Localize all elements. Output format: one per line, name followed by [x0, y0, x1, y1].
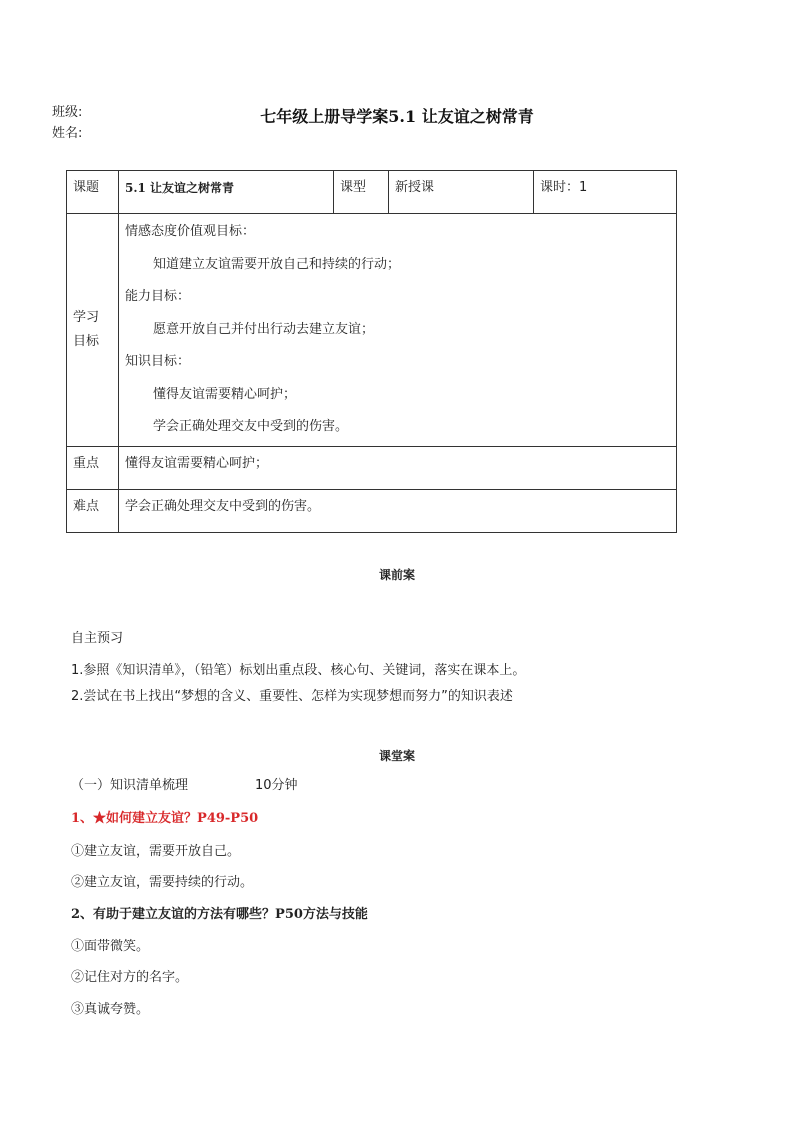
preview-heading: 课前案: [378, 568, 415, 582]
page-title: 七年级上册导学案5.1 让友谊之树常青: [260, 107, 534, 126]
answer-item: ③真诚夸赞。: [71, 1002, 150, 1017]
difficulty-value: 学会正确处理交友中受到的伤害。: [119, 489, 677, 532]
preview-item: 2.尝试在书上找出“梦想的含义、重要性、怎样为实现梦想而努力”的知识表述: [71, 689, 513, 704]
objectives-label-line: 学习: [73, 309, 100, 325]
question-2: 2、有助于建立友谊的方法有哪些？P50方法与技能: [71, 907, 368, 922]
objectives-cell: [119, 214, 677, 447]
objective-item: 懂得友谊需要精心呵护；: [153, 386, 297, 402]
answer-item: ②建立友谊，需要持续的行动。: [71, 875, 254, 890]
preview-subheading: 自主预习: [71, 631, 124, 646]
table-row: [67, 446, 677, 489]
objective-heading: 情感态度价值观目标：: [125, 224, 256, 239]
answer-item: ①面带微笑。: [71, 939, 150, 954]
difficulty-label: 难点: [67, 489, 119, 532]
type-label: 课型: [334, 171, 389, 214]
name-label: 姓名:: [52, 126, 83, 141]
table-row: [67, 171, 677, 214]
hours-value: 课时：1: [534, 171, 677, 214]
objective-item: 愿意开放自己并付出行动去建立友谊；: [153, 321, 375, 337]
info-table: [66, 170, 677, 533]
classroom-heading: 课堂案: [378, 749, 415, 763]
objectives-label: [67, 214, 119, 447]
objectives-label-line: 目标: [73, 333, 100, 349]
objective-heading: 能力目标：: [125, 289, 191, 304]
preview-item: 1.参照《知识清单》，（铅笔）标划出重点段、核心句、关键词，落实在课本上。: [71, 663, 526, 678]
objective-item: 知道建立友谊需要开放自己和持续的行动；: [153, 256, 401, 272]
answer-item: ②记住对方的名字。: [71, 970, 189, 985]
type-value: 新授课: [389, 171, 534, 214]
objective-heading: 知识目标：: [125, 354, 191, 369]
objective-item: 学会正确处理交友中受到的伤害。: [153, 419, 349, 434]
section-title: （一）知识清单梳理: [71, 778, 189, 793]
table-row: [67, 214, 677, 447]
key-label: 重点: [67, 446, 119, 489]
answer-item: ①建立友谊，需要开放自己。: [71, 844, 241, 859]
table-row: [67, 489, 677, 532]
question-1: 1、★如何建立友谊？P49-P50: [71, 811, 259, 826]
topic-label: 课题: [67, 171, 119, 214]
section-time: 10分钟: [255, 778, 298, 793]
key-value: 懂得友谊需要精心呵护；: [119, 446, 677, 489]
topic-value: 5.1 让友谊之树常青: [119, 171, 334, 214]
class-label: 班级:: [52, 105, 83, 120]
